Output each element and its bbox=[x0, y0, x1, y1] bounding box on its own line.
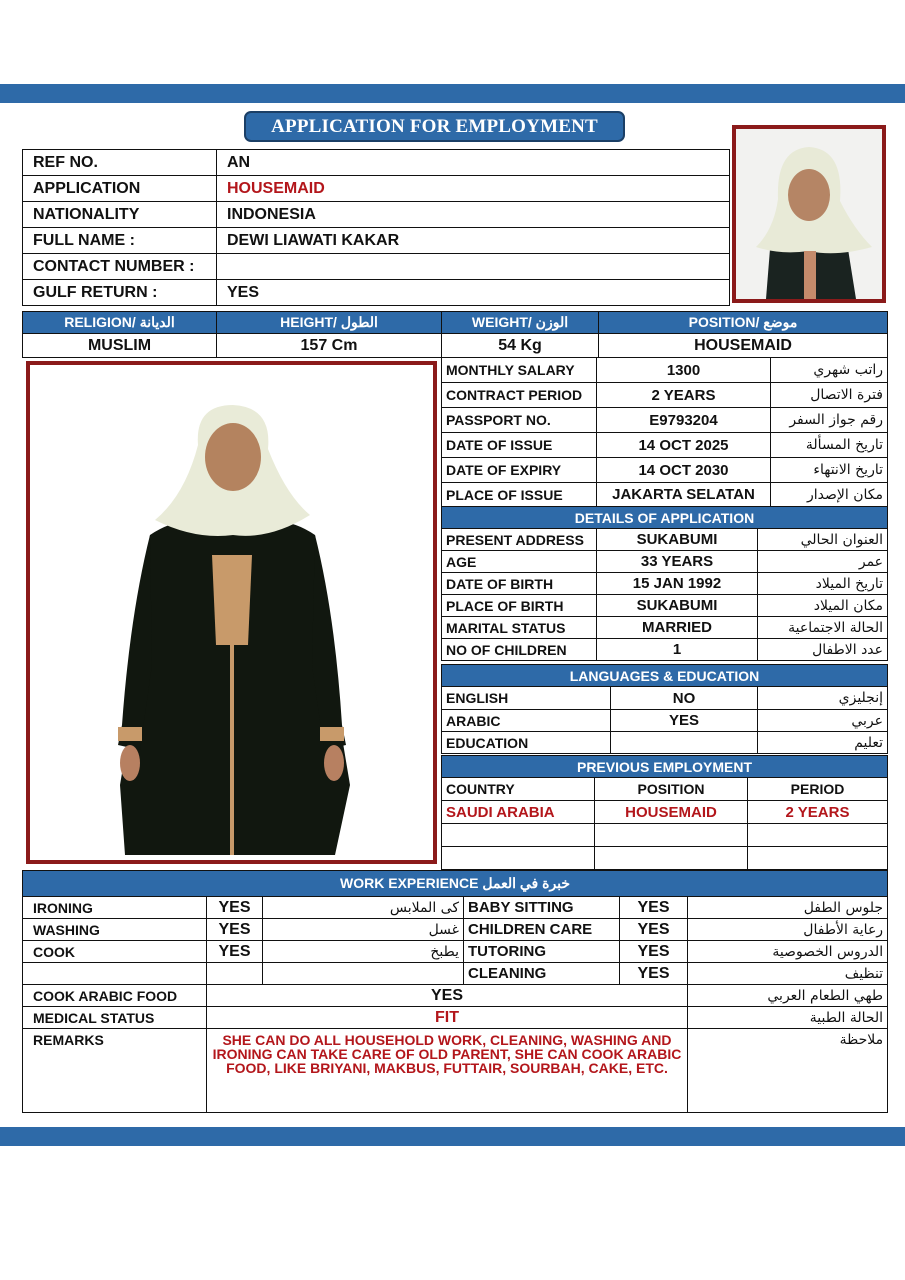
remarks-text: SHE CAN DO ALL HOUSEHOLD WORK, CLEANING, WASHING AND IRONING CAN TAKE CARE OF OLD PARENT, SHE CAN COOK ARABIC FOOD, LIKE BRIYANI, MAKBUS, FUTTAIR, SOURBAH, CAKE, ETC. bbox=[207, 1029, 688, 1113]
summary-table bbox=[22, 311, 888, 358]
age-label: AGE bbox=[442, 551, 597, 573]
prev-position: HOUSEMAID bbox=[595, 801, 748, 824]
table-row bbox=[442, 383, 888, 408]
religion-value: MUSLIM bbox=[23, 334, 217, 358]
table-row bbox=[23, 1007, 888, 1029]
full-body-photo bbox=[26, 361, 437, 864]
ref-value: AN bbox=[217, 150, 730, 176]
expiry-date-value: 14 OCT 2030 bbox=[597, 458, 771, 483]
empty-cell bbox=[748, 824, 888, 847]
washing-arabic: غسل bbox=[263, 919, 464, 941]
table-row bbox=[442, 551, 888, 573]
table-row bbox=[442, 573, 888, 595]
gulf-return-label: GULF RETURN : bbox=[23, 280, 217, 306]
table-row bbox=[442, 732, 888, 754]
weight-value: 54 Kg bbox=[442, 334, 599, 358]
table-row bbox=[442, 778, 888, 801]
contract-period-label: CONTRACT PERIOD bbox=[442, 383, 597, 408]
cook-arabic-label: COOK ARABIC FOOD bbox=[23, 985, 207, 1007]
table-row bbox=[23, 1029, 888, 1113]
application-label: APPLICATION bbox=[23, 176, 217, 202]
table-row bbox=[442, 617, 888, 639]
education-arabic: تعليم bbox=[758, 732, 888, 754]
table-row bbox=[23, 985, 888, 1007]
table-row bbox=[442, 639, 888, 661]
languages-title: LANGUAGES & EDUCATION bbox=[442, 665, 888, 687]
country-header: COUNTRY bbox=[442, 778, 595, 801]
bottom-band bbox=[0, 1127, 905, 1146]
cook-value: YES bbox=[207, 941, 263, 963]
empty-cell bbox=[748, 847, 888, 870]
passport-photo bbox=[732, 125, 886, 303]
table-row bbox=[442, 408, 888, 433]
baby-sitting-arabic: جلوس الطفل bbox=[688, 897, 888, 919]
table-row bbox=[442, 824, 888, 847]
prev-period: 2 YEARS bbox=[748, 801, 888, 824]
children-label: NO OF CHILDREN bbox=[442, 639, 597, 661]
dob-value: 15 JAN 1992 bbox=[597, 573, 758, 595]
tutoring-value: YES bbox=[620, 941, 688, 963]
issue-place-value: JAKARTA SELATAN bbox=[597, 483, 771, 507]
dob-label: DATE OF BIRTH bbox=[442, 573, 597, 595]
address-value: SUKABUMI bbox=[597, 529, 758, 551]
salary-value: 1300 bbox=[597, 358, 771, 383]
table-row bbox=[23, 176, 730, 202]
issue-place-arabic: مكان الإصدار bbox=[771, 483, 888, 507]
table-row bbox=[23, 202, 730, 228]
arabic-value: YES bbox=[611, 710, 758, 732]
table-row bbox=[442, 595, 888, 617]
empty-cell bbox=[595, 824, 748, 847]
position-col-header: POSITION bbox=[595, 778, 748, 801]
cleaning-arabic: تنظيف bbox=[688, 963, 888, 985]
details-title: DETAILS OF APPLICATION bbox=[442, 507, 888, 529]
passport-arabic: رقم جواز السفر bbox=[771, 408, 888, 433]
ref-label: REF NO. bbox=[23, 150, 217, 176]
empty-cell bbox=[595, 847, 748, 870]
tutoring-arabic: الدروس الخصوصية bbox=[688, 941, 888, 963]
children-arabic: عدد الاطفال bbox=[758, 639, 888, 661]
salary-label: MONTHLY SALARY bbox=[442, 358, 597, 383]
details-table bbox=[441, 506, 888, 661]
medical-arabic: الحالة الطبية bbox=[688, 1007, 888, 1029]
dob-arabic: تاريخ الميلاد bbox=[758, 573, 888, 595]
issue-date-label: DATE OF ISSUE bbox=[442, 433, 597, 458]
table-row bbox=[23, 334, 888, 358]
table-row bbox=[442, 529, 888, 551]
expiry-date-arabic: تاريخ الانتهاء bbox=[771, 458, 888, 483]
weight-header: WEIGHT/ الوزن bbox=[442, 312, 599, 334]
nationality-label: NATIONALITY bbox=[23, 202, 217, 228]
age-value: 33 YEARS bbox=[597, 551, 758, 573]
empty-cell bbox=[207, 963, 263, 985]
application-value: HOUSEMAID bbox=[217, 176, 730, 202]
contract-table bbox=[441, 357, 888, 507]
table-row bbox=[442, 710, 888, 732]
table-row bbox=[442, 687, 888, 710]
cleaning-value: YES bbox=[620, 963, 688, 985]
person-full-body-icon bbox=[30, 365, 433, 860]
empty-cell bbox=[263, 963, 464, 985]
marital-label: MARITAL STATUS bbox=[442, 617, 597, 639]
full-name-value: DEWI LIAWATI KAKAR bbox=[217, 228, 730, 254]
children-care-value: YES bbox=[620, 919, 688, 941]
contact-number-label: CONTACT NUMBER : bbox=[23, 254, 217, 280]
education-label: EDUCATION bbox=[442, 732, 611, 754]
salary-arabic: راتب شهري bbox=[771, 358, 888, 383]
table-row bbox=[23, 150, 730, 176]
table-row bbox=[23, 941, 888, 963]
issue-date-value: 14 OCT 2025 bbox=[597, 433, 771, 458]
remarks-label: REMARKS bbox=[23, 1029, 207, 1113]
marital-arabic: الحالة الاجتماعية bbox=[758, 617, 888, 639]
table-row bbox=[23, 919, 888, 941]
remarks-arabic: ملاحظة bbox=[688, 1029, 888, 1113]
children-care-arabic: رعاية الأطفال bbox=[688, 919, 888, 941]
work-experience-table bbox=[22, 870, 888, 1113]
children-value: 1 bbox=[597, 639, 758, 661]
work-title: WORK EXPERIENCE خبرة في العمل bbox=[23, 871, 888, 897]
person-portrait-icon bbox=[736, 129, 882, 299]
table-row bbox=[23, 897, 888, 919]
table-row bbox=[442, 433, 888, 458]
table-row bbox=[442, 801, 888, 824]
languages-table bbox=[441, 664, 888, 754]
position-value: HOUSEMAID bbox=[599, 334, 888, 358]
contract-period-arabic: فترة الاتصال bbox=[771, 383, 888, 408]
address-arabic: العنوان الحالي bbox=[758, 529, 888, 551]
table-row bbox=[442, 458, 888, 483]
birthplace-arabic: مكان الميلاد bbox=[758, 595, 888, 617]
top-band bbox=[0, 84, 905, 103]
contact-number-value bbox=[217, 254, 730, 280]
children-care-label: CHILDREN CARE bbox=[464, 919, 620, 941]
arabic-label: ARABIC bbox=[442, 710, 611, 732]
baby-sitting-value: YES bbox=[620, 897, 688, 919]
position-header: POSITION/ موضع bbox=[599, 312, 888, 334]
washing-label: WASHING bbox=[23, 919, 207, 941]
table-row bbox=[23, 871, 888, 897]
empty-cell bbox=[442, 847, 595, 870]
nationality-value: INDONESIA bbox=[217, 202, 730, 228]
table-row bbox=[23, 312, 888, 334]
arabic-arabic: عربي bbox=[758, 710, 888, 732]
cleaning-label: CLEANING bbox=[464, 963, 620, 985]
education-value bbox=[611, 732, 758, 754]
table-row bbox=[442, 847, 888, 870]
cook-arabic: يطبخ bbox=[263, 941, 464, 963]
table-row bbox=[442, 756, 888, 778]
age-arabic: عمر bbox=[758, 551, 888, 573]
issue-place-label: PLACE OF ISSUE bbox=[442, 483, 597, 507]
birthplace-value: SUKABUMI bbox=[597, 595, 758, 617]
page-title: APPLICATION FOR EMPLOYMENT bbox=[244, 111, 625, 142]
table-row bbox=[442, 483, 888, 507]
contract-period-value: 2 YEARS bbox=[597, 383, 771, 408]
medical-value: FIT bbox=[207, 1007, 688, 1029]
cook-label: COOK bbox=[23, 941, 207, 963]
baby-sitting-label: BABY SITTING bbox=[464, 897, 620, 919]
cook-arabic-value: YES bbox=[207, 985, 688, 1007]
previous-employment-table bbox=[441, 755, 888, 870]
passport-label: PASSPORT NO. bbox=[442, 408, 597, 433]
ironing-arabic: كى الملابس bbox=[263, 897, 464, 919]
cook-arabic-arabic: طهي الطعام العربي bbox=[688, 985, 888, 1007]
passport-value: E9793204 bbox=[597, 408, 771, 433]
birthplace-label: PLACE OF BIRTH bbox=[442, 595, 597, 617]
empty-cell bbox=[23, 963, 207, 985]
medical-label: MEDICAL STATUS bbox=[23, 1007, 207, 1029]
previous-title: PREVIOUS EMPLOYMENT bbox=[442, 756, 888, 778]
prev-country: SAUDI ARABIA bbox=[442, 801, 595, 824]
issue-date-arabic: تاريخ المسألة bbox=[771, 433, 888, 458]
english-arabic: إنجليزي bbox=[758, 687, 888, 710]
address-label: PRESENT ADDRESS bbox=[442, 529, 597, 551]
table-row bbox=[23, 228, 730, 254]
personal-info-table bbox=[22, 149, 730, 306]
gulf-return-value: YES bbox=[217, 280, 730, 306]
full-name-label: FULL NAME : bbox=[23, 228, 217, 254]
table-row bbox=[23, 254, 730, 280]
height-header: HEIGHT/ الطول bbox=[217, 312, 442, 334]
empty-cell bbox=[442, 824, 595, 847]
ironing-label: IRONING bbox=[23, 897, 207, 919]
religion-header: RELIGION/ الديانة bbox=[23, 312, 217, 334]
marital-value: MARRIED bbox=[597, 617, 758, 639]
table-row bbox=[442, 507, 888, 529]
english-value: NO bbox=[611, 687, 758, 710]
table-row bbox=[442, 358, 888, 383]
english-label: ENGLISH bbox=[442, 687, 611, 710]
height-value: 157 Cm bbox=[217, 334, 442, 358]
table-row bbox=[442, 665, 888, 687]
washing-value: YES bbox=[207, 919, 263, 941]
table-row bbox=[23, 963, 888, 985]
ironing-value: YES bbox=[207, 897, 263, 919]
period-header: PERIOD bbox=[748, 778, 888, 801]
table-row bbox=[23, 280, 730, 306]
expiry-date-label: DATE OF EXPIRY bbox=[442, 458, 597, 483]
tutoring-label: TUTORING bbox=[464, 941, 620, 963]
